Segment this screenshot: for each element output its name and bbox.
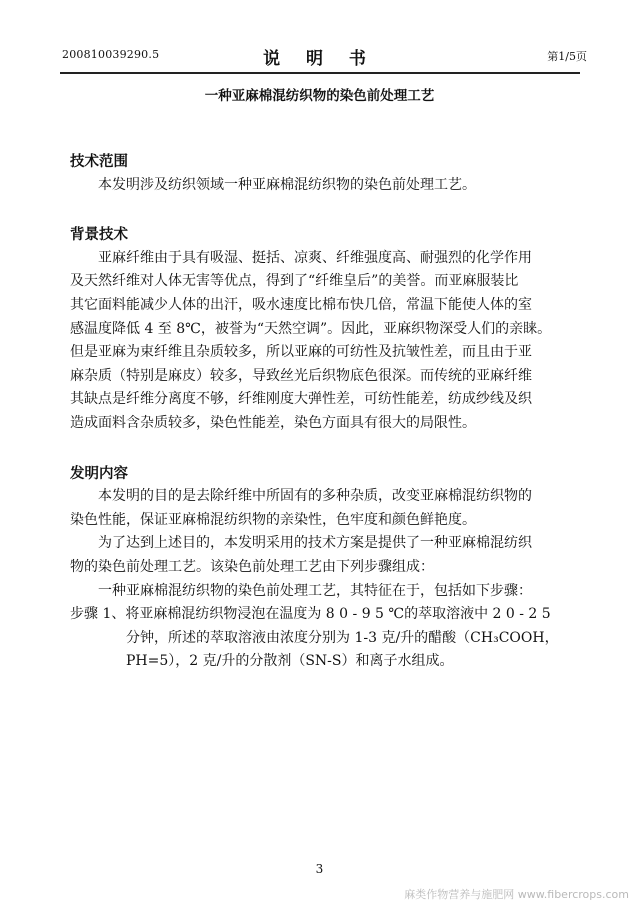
page-number: 3 [315,862,324,876]
watermark: 麻类作物营养与施肥网 www.fibercrops.com [404,888,629,901]
paragraph-line: 麻杂质（特别是麻皮）较多，导致丝光后织物底色很深。而传统的亚麻纤维 [70,367,532,384]
doc-type-title: 说 明 书 [263,49,376,69]
paragraph-line: 染色性能，保证亚麻棉混纺织物的亲染性，色牢度和颜色鲜艳度。 [70,511,476,528]
step-line: 步骤 1、将亚麻棉混纺织物浸泡在温度为 8 0 - 9 5 ℃的萃取溶液中 2 0 - 2 5 [70,606,551,623]
paragraph-line: 其缺点是纤维分离度不够，纤维刚度大弹性差，可纺性能差，纺成纱线及织 [70,391,532,408]
paragraph-line: 物的染色前处理工艺。该染色前处理工艺由下列步骤组成： [70,558,434,575]
header-rule [60,72,580,74]
doc-number: 200810039290.5 [62,48,160,61]
paragraph-line: 感温度降低 4 至 8℃，被誉为“天然空调”。因此，亚麻织物深受人们的亲睐。 [70,320,552,337]
paragraph-line: 及天然纤维对人体无害等优点，得到了“纤维皇后”的美誉。而亚麻服装比 [70,273,519,290]
document-body [70,150,590,674]
page-header [0,44,639,68]
paragraph-line: 其它面料能减少人体的出汗，吸水速度比棉布快几倍，常温下能使人体的室 [70,296,532,313]
paragraph-line: 为了达到上述目的，本发明采用的技术方案是提供了一种亚麻棉混纺织 [98,535,532,552]
paragraph-line: 本发明的目的是去除纤维中所固有的多种杂质，改变亚麻棉混纺织物的 [98,488,532,505]
step-continuation: PH=5），2 克/升的分散剂（SN-S）和离子水组成。 [126,653,454,670]
paragraph-line: 亚麻纤维由于具有吸湿、挺括、凉爽、纤维强度高、耐强烈的化学作用 [98,249,532,266]
section-heading-summary: 发明内容 [70,464,128,482]
page-info: 第1/5页 [547,50,587,63]
step-continuation: 分钟，所述的萃取溶液由浓度分别为 1-3 克/升的醋酸（CH₃COOH， [126,629,559,646]
document-title: 一种亚麻棉混纺织物的染色前处理工艺 [204,88,435,104]
paragraph-line: 但是亚麻为束纤维且杂质较多，所以亚麻的可纺性及抗皱性差，而且由于亚 [70,344,532,361]
section-heading-background: 背景技术 [70,226,128,244]
paragraph-line: 本发明涉及纺织领域一种亚麻棉混纺织物的染色前处理工艺。 [98,176,476,193]
paragraph-line: 一种亚麻棉混纺织物的染色前处理工艺，其特征在于，包括如下步骤： [98,582,532,599]
section-heading-tech-field: 技术范围 [70,153,128,170]
paragraph-line: 造成面料含杂质较多，染色性能差，染色方面具有很大的局限性。 [70,414,476,431]
